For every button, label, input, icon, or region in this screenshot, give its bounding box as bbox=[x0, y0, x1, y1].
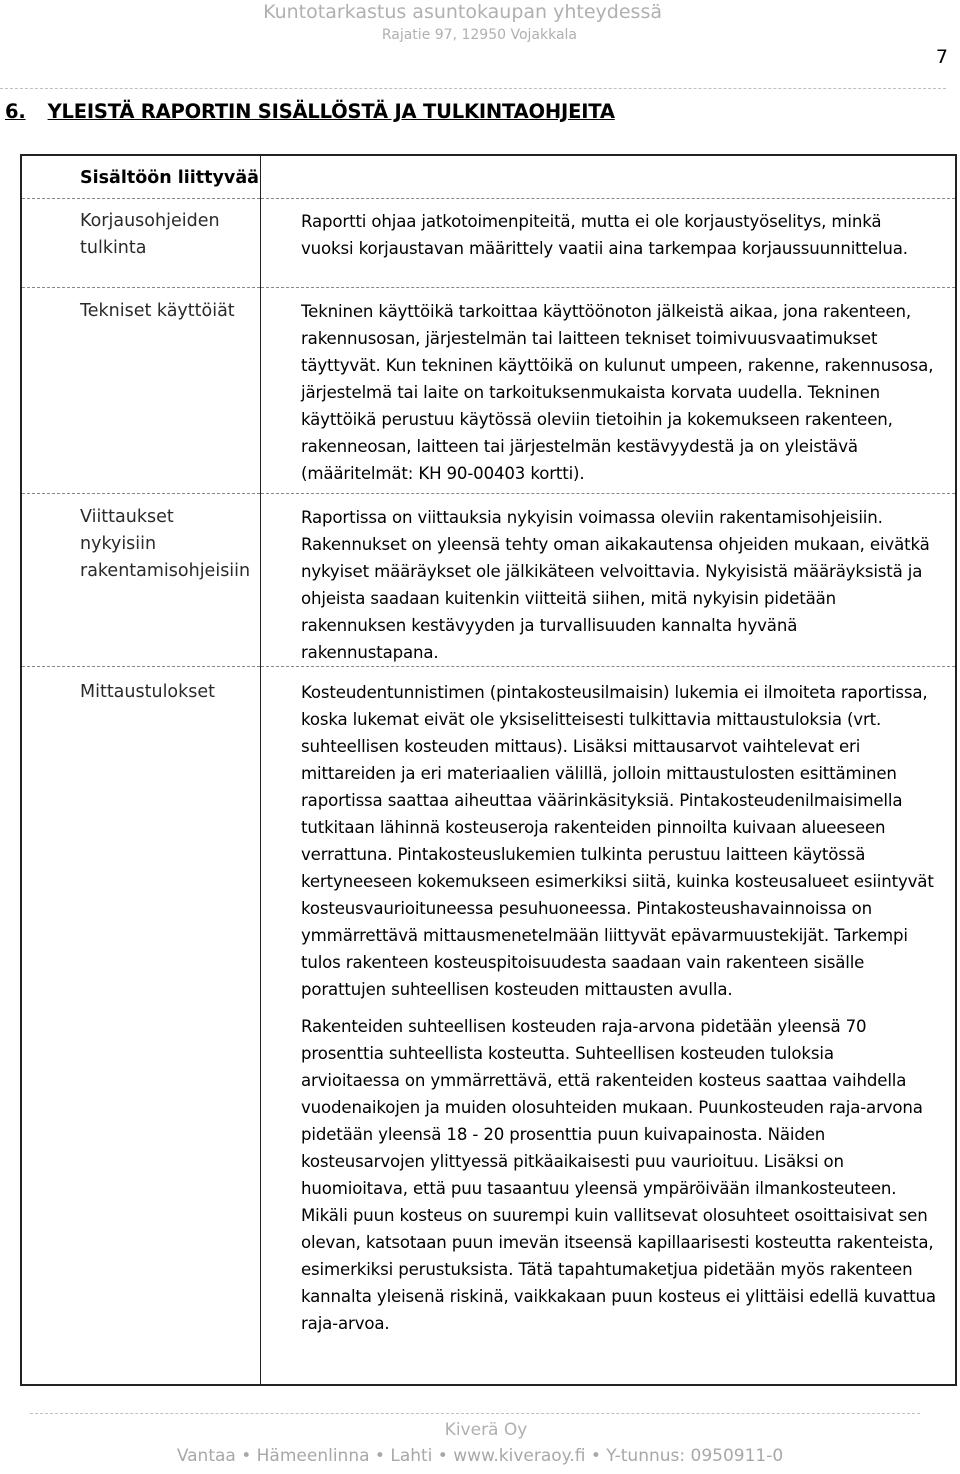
row-label: Tekniset käyttöiät bbox=[80, 301, 235, 321]
table-heading-row bbox=[21, 155, 956, 199]
header-divider bbox=[0, 88, 946, 89]
table-heading: Sisältöön liittyvää bbox=[80, 168, 259, 188]
heading-empty-cell bbox=[261, 155, 957, 199]
row-label-cell bbox=[21, 494, 261, 667]
row-paragraph: Kosteudentunnistimen (pintakosteusilmaisin) lukemia ei ilmoiteta raportissa, koska lukemat eivät ole yksiselitteisesti tulkittavia mittaustuloksia (vrt. suhteellisen kosteuden mittaus). Lisäksi mittausarvot vaihtelevat eri mittareiden ja eri materiaalien välillä, jolloin mittaustulosten esittäminen raportissa saattaa aiheuttaa väärinkäsityksiä. Pintakosteudenilmaisimella tutkitaan lähinnä kosteuseroja rakenteiden pinnoilta kuivaan alueeseen verrattuna. Pintakosteuslukemien tulkinta perustuu laitteen käytössä kertyneeseen kokemukseen esimerkiksi siitä, kuinka kosteusalueet esiintyvät kosteusvaurioituneessa pesuhuoneessa. Pintakosteushavainnoissa on ymmärrettävä mittausmenetelmään liittyvät epävarmuustekijät. Tarkempi tulos rakenteen kosteuspitoisuudesta saadaan vain rakenteen sisälle porattujen suhteellisen kosteuden mittausten avulla. bbox=[301, 683, 934, 999]
row-text-cell bbox=[261, 199, 957, 288]
header-title: Kuntotarkastus asuntokaupan yhteydessä bbox=[263, 1, 662, 23]
row-label-cell bbox=[21, 288, 261, 494]
content-table bbox=[20, 154, 957, 1386]
page-header bbox=[263, 0, 662, 45]
row-paragraph: Raportti ohjaa jatkotoimenpiteitä, mutta ei ole korjaustyöselitys, minkä vuoksi korjaustavan määrittely vaatii aina tarkempaa korjaussuunnittelua. bbox=[301, 212, 908, 258]
table-row bbox=[21, 494, 956, 667]
footer-info: Vantaa • Hämeenlinna • Lahti • www.kiveraoy.fi • Y-tunnus: 0950911-0 bbox=[176, 1446, 784, 1466]
row-paragraph: Tekninen käyttöikä tarkoittaa käyttöönoton jälkeistä aikaa, jona rakenteen, rakennusosan, järjestelmän tai laitteen tekniset toimivuusvaatimukset täyttyvät. Kun tekninen käyttöikä on kulunut umpeen, rakenne, rakennusosa, järjestelmä tai laite on tarkoituksenmukaista korvata uudella. Tekninen käyttöikä perustuu käytössä oleviin tietoihin ja kokemukseen rakenteen, rakenneosan, laitteen tai järjestelmän kestävyydestä ja on yleistävä (määritelmät: KH 90-00403 kortti). bbox=[301, 302, 934, 483]
row-text-cell bbox=[261, 494, 957, 667]
heading-cell bbox=[21, 155, 261, 199]
table-row bbox=[21, 288, 956, 494]
row-label-cell bbox=[21, 667, 261, 1386]
table-row bbox=[21, 199, 956, 288]
header-address: Rajatie 97, 12950 Vojakkala bbox=[381, 27, 577, 43]
page-number: 7 bbox=[935, 46, 948, 68]
footer-divider bbox=[30, 1413, 920, 1414]
footer-company: Kiverä Oy bbox=[444, 1420, 528, 1440]
section-number: 6. bbox=[5, 100, 26, 123]
table-row bbox=[21, 667, 956, 1386]
row-label-cell bbox=[21, 199, 261, 288]
row-label: Mittaustulokset bbox=[80, 682, 216, 702]
row-label: Korjausohjeiden tulkinta bbox=[80, 211, 220, 258]
section-title bbox=[5, 100, 615, 123]
row-paragraph: Rakenteiden suhteellisen kosteuden raja-arvona pidetään yleensä 70 prosenttia suhteellista kosteutta. Suhteellisen kosteuden tuloksia arvioitaessa on ymmärrettävä, että rakenteiden kosteus saattaa vaihdella vuodenaikojen ja muiden olosuhteiden mukaan. Puunkosteuden raja-arvona pidetään yleensä 18 - 20 prosenttia puun kuivapainosta. Näiden kosteusarvojen ylittyessä pitkäaikaisesti puu vaurioituu. Lisäksi on huomioitava, että puu tasaantuu yleensä ympäröivään ilmankosteuteen. Mikäli puun kosteus on suurempi kuin vallitsevat olosuhteet osoittaisivat sen olevan, katsotaan puun imevän itseensä kapillaarisesti kosteutta rakenteista, esimerkiksi perustuksista. Tätä tapahtumaketjua pidetään myös rakenteen kannalta yleisenä riskinä, vaikkakaan puun kosteus ei ylittäisi edellä kuvattua raja-arvoa. bbox=[301, 1017, 936, 1333]
row-text-cell bbox=[261, 288, 957, 494]
row-label: Viittaukset nykyisiin rakentamisohjeisiin bbox=[80, 507, 251, 581]
row-paragraph: Raportissa on viittauksia nykyisin voimassa oleviin rakentamisohjeisiin. Rakennukset on yleensä tehty oman aikakautensa ohjeiden mukaan, eivätkä nykyiset määräykset ole jälkikäteen velvoittavia. Nykyisistä määräyksistä ja ohjeista saadaan kuitenkin viitteitä siihen, mitä nykyisin pidetään rakennuksen kestävyyden ja turvallisuuden kannalta hyvänä rakennustapana. bbox=[301, 508, 930, 662]
row-text-cell bbox=[261, 667, 957, 1386]
section-title-text: YLEISTÄ RAPORTIN SISÄLLÖSTÄ JA TULKINTAOHJEITA bbox=[47, 100, 615, 123]
